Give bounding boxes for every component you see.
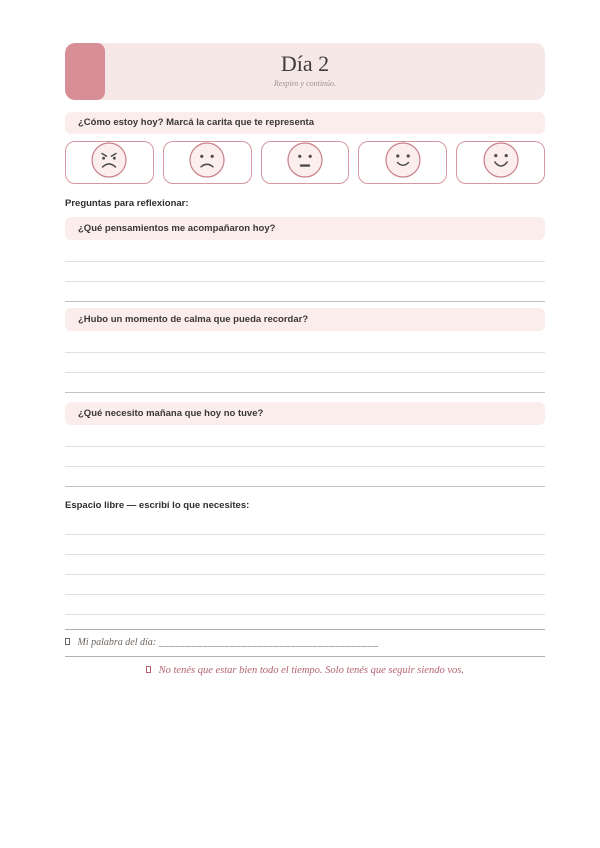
slight-smile-face-icon xyxy=(384,141,422,184)
mood-options-row xyxy=(65,141,545,184)
question-1: ¿Qué pensamientos me acompañaron hoy? xyxy=(65,217,545,240)
question-3: ¿Qué necesito mañana que hoy no tuve? xyxy=(65,402,545,425)
question-2: ¿Hubo un momento de calma que pueda recordar? xyxy=(65,308,545,331)
mood-option-neutral[interactable] xyxy=(261,141,350,184)
writing-line xyxy=(65,240,545,262)
missing-glyph-icon xyxy=(146,666,151,673)
daily-quote xyxy=(65,665,545,676)
writing-line xyxy=(65,331,545,353)
mood-prompt: ¿Cómo estoy hoy? Marcá la carita que te representa xyxy=(65,112,545,134)
writing-line xyxy=(65,447,545,467)
word-of-day-blank[interactable]: ________________________________________ xyxy=(158,637,379,648)
writing-line xyxy=(65,511,545,535)
writing-line xyxy=(65,555,545,575)
happy-face-icon xyxy=(482,141,520,184)
free-space-write-area xyxy=(65,511,545,615)
page-title: Día 2 xyxy=(280,51,330,76)
journal-page xyxy=(65,0,545,676)
writing-line xyxy=(65,535,545,555)
daily-quote-text: No tenés que estar bien todo el tiempo. Solo tenés que seguir siendo vos. xyxy=(158,665,464,676)
writing-line xyxy=(65,595,545,615)
writing-line xyxy=(65,467,545,487)
word-of-day-label: Mi palabra del día: xyxy=(77,637,157,648)
writing-line xyxy=(65,575,545,595)
writing-line xyxy=(65,282,545,302)
writing-line xyxy=(65,262,545,282)
neutral-face-icon xyxy=(286,141,324,184)
mood-option-sad[interactable] xyxy=(163,141,252,184)
page-subtitle: Respiro y continúo. xyxy=(273,79,337,88)
mood-option-smile[interactable] xyxy=(358,141,447,184)
sad-face-icon xyxy=(188,141,226,184)
question-1-write-area xyxy=(65,240,545,302)
angry-face-icon xyxy=(90,141,128,184)
day-header xyxy=(65,43,545,100)
free-space-heading: Espacio libre — escribí lo que necesites: xyxy=(65,500,250,511)
question-2-write-area xyxy=(65,331,545,393)
mood-option-angry[interactable] xyxy=(65,141,154,184)
header-accent-block xyxy=(65,43,105,100)
reflection-heading: Preguntas para reflexionar: xyxy=(65,198,189,209)
writing-line xyxy=(65,353,545,373)
writing-line xyxy=(65,373,545,393)
word-of-day-row xyxy=(65,629,545,657)
writing-line xyxy=(65,425,545,447)
missing-glyph-icon xyxy=(65,638,70,645)
question-3-write-area xyxy=(65,425,545,487)
mood-option-happy[interactable] xyxy=(456,141,545,184)
